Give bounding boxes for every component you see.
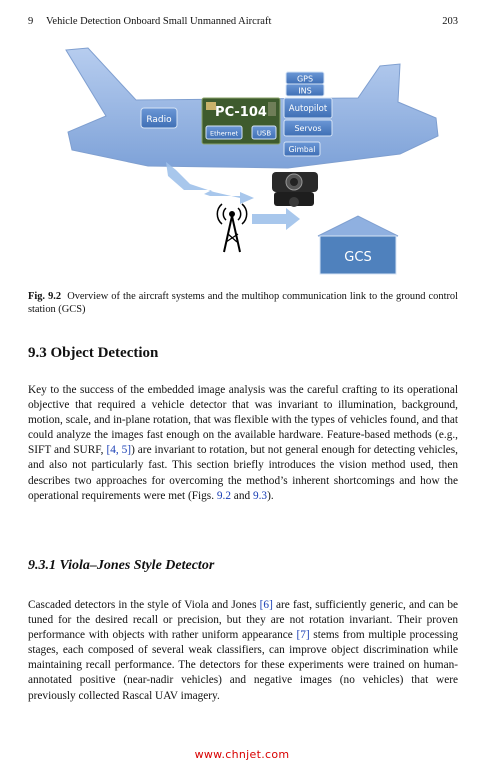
ins-label: INS — [298, 86, 312, 96]
link-arrow-icon — [166, 162, 254, 204]
caption-label: Fig. 9.2 — [28, 291, 62, 302]
pc104-board — [202, 98, 280, 144]
gcs-building — [318, 216, 398, 274]
ground-link-arrow-icon — [252, 208, 300, 230]
running-header — [28, 16, 458, 30]
servos-label: Servos — [294, 124, 322, 133]
subsection-paragraph: Cascaded detectors in the style of Viola and Jones [6] are fast, sufficiently generic, and can be tuned for the desired recall or precision, but they are not rotation invariant. Their proven performance with objects with rather uniform appearance [7] stems from multiple processing stages, each composed of several weak classifiers, can improve object discrimination while maintaining recall performance. The detectors for these experiments were trained on human-annotated positive (near-nadir vehicles) and negative images (no vehicles) that were previously collected Rascal UAV imagery. — [28, 599, 458, 702]
usb-label: USB — [256, 129, 272, 138]
chapter-number: 9 — [28, 16, 34, 27]
section-paragraph: Key to the success of the embedded image analysis was the careful crafting to its operational objective that required a vehicle detector that was invariant to illumination, background, motion, scale, and in-plane rotation, that was flexible with the types of vehicles found, and that could analyze the images fast enough on the available hardware. Feature-based methods (e.g., SIFT and SURF, [4, 5]) are invariant to rotation, but not general enough for detecting vehicles, and also not particularly fast. This section briefly introduces the vision method used, then describes two approaches for overcoming the method’s inherent shortcomings and how the operational requirements were met (Figs. 9.2 and 9.3). — [28, 384, 458, 502]
pc104-label: PC-104 — [215, 105, 267, 120]
section-heading: 9.3 Object Detection — [28, 345, 159, 361]
gps-label: GPS — [296, 74, 314, 84]
figure-ref-link[interactable]: 9.2 — [216, 489, 231, 502]
aircraft-systems-diagram — [28, 38, 458, 288]
citation-link[interactable]: [4, 5] — [106, 444, 132, 457]
citation-link[interactable]: [6] — [259, 599, 273, 611]
autopilot-label: Autopilot — [288, 104, 328, 114]
subsection-heading: 9.3.1 Viola–Jones Style Detector — [28, 558, 215, 573]
radio-tower-icon — [217, 204, 246, 252]
page-number: 203 — [442, 16, 458, 27]
figure-caption — [28, 290, 458, 316]
running-title: Vehicle Detection Onboard Small Unmanned Aircraft — [46, 16, 272, 27]
watermark: www.chnjet.com — [194, 748, 290, 761]
radio-label: Radio — [146, 115, 172, 125]
ethernet-label: Ethernet — [210, 129, 238, 138]
gimbal-label: Gimbal — [288, 145, 316, 154]
citation-link[interactable]: [7] — [296, 629, 310, 642]
camera-icon — [272, 172, 318, 207]
figure-9-2 — [28, 38, 458, 288]
figure-ref-link[interactable]: 9.3 — [252, 489, 268, 502]
gcs-label: GCS — [344, 250, 372, 265]
caption-text: Overview of the aircraft systems and the multihop communication link to the ground control station (GCS) — [28, 291, 458, 315]
radio-box — [141, 108, 177, 128]
